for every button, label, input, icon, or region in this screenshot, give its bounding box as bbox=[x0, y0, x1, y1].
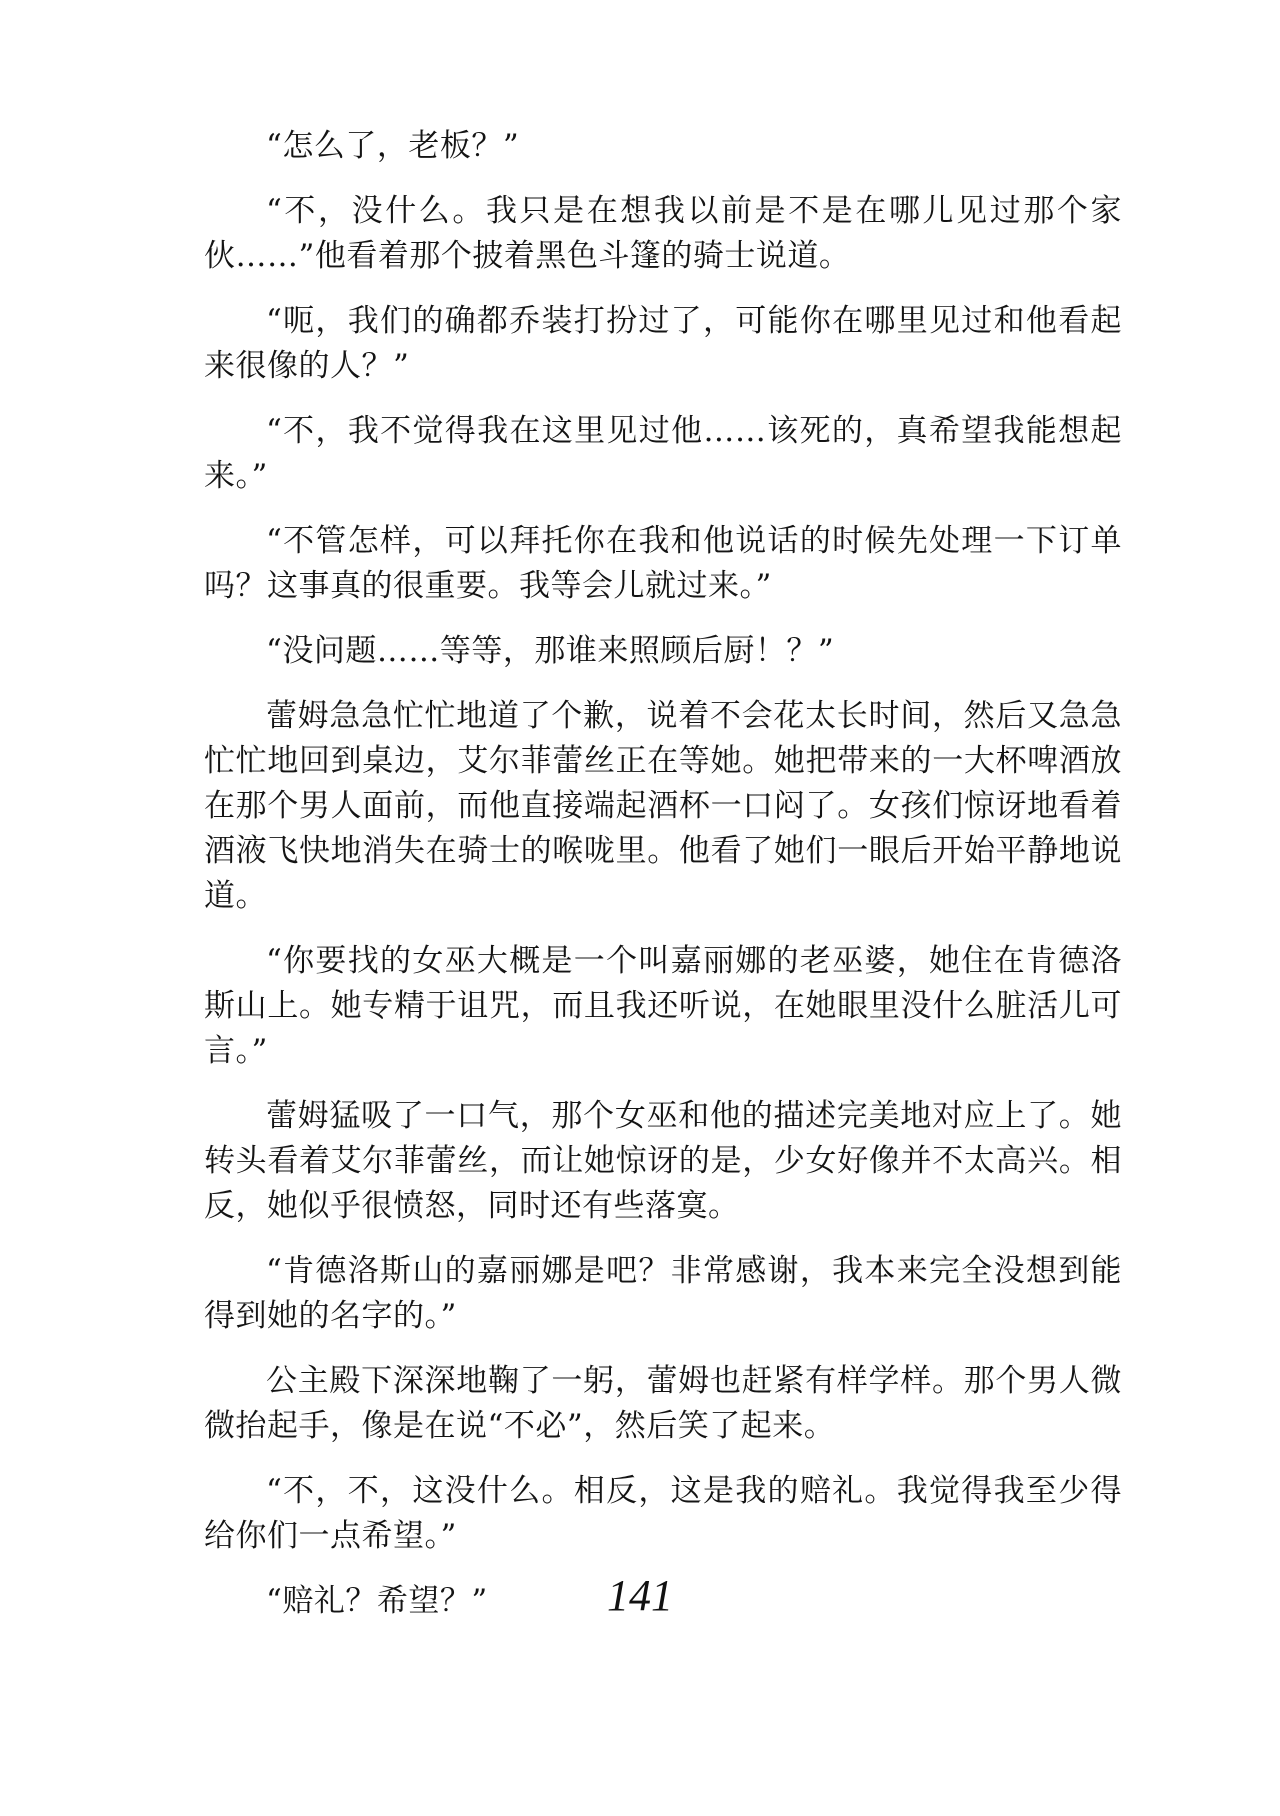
paragraph: 蕾姆猛吸了一口气，那个女巫和他的描述完美地对应上了。她转头看着艾尔菲蕾丝，而让她惊讶的是，少女好像并不太高兴。相反，她似乎很愤怒，同时还有些落寞。 bbox=[204, 1098, 1122, 1224]
paragraph: “呃，我们的确都乔装打扮过了，可能你在哪里见过和他看起来很像的人？” bbox=[204, 303, 1122, 384]
paragraph: “怎么了，老板？” bbox=[266, 128, 520, 164]
paragraph: “没问题……等等，那谁来照顾后厨！？” bbox=[266, 633, 835, 669]
paragraph: “赔礼？希望？” bbox=[266, 1583, 488, 1619]
paragraph: 蕾姆急急忙忙地道了个歉，说着不会花太长时间，然后又急急忙忙地回到桌边，艾尔菲蕾丝正在等她。她把带来的一大杯啤酒放在那个男人面前，而他直接端起酒杯一口闷了。女孩们惊讶地看着酒液飞快地消失在骑士的喉咙里。他看了她们一眼后开始平静地说道。 bbox=[204, 698, 1122, 914]
paragraph: “不管怎样，可以拜托你在我和他说话的时候先处理一下订单吗？这事真的很重要。我等会儿就过来。” bbox=[204, 523, 1122, 604]
paragraph: “你要找的女巫大概是一个叫嘉丽娜的老巫婆，她住在肯德洛斯山上。她专精于诅咒，而且我还听说，在她眼里没什么脏活儿可言。” bbox=[204, 943, 1122, 1069]
page-body bbox=[204, 124, 1122, 1644]
paragraph: “不，不，这没什么。相反，这是我的赔礼。我觉得我至少得给你们一点希望。” bbox=[204, 1473, 1122, 1554]
paragraph: “不，我不觉得我在这里见过他……该死的，真希望我能想起来。” bbox=[204, 413, 1122, 494]
paragraph: “不，没什么。我只是在想我以前是不是在哪儿见过那个家伙……”他看着那个披着黑色斗篷的骑士说道。 bbox=[204, 193, 1122, 274]
paragraph: “肯德洛斯山的嘉丽娜是吧？非常感谢，我本来完全没想到能得到她的名字的。” bbox=[204, 1253, 1122, 1334]
paragraph: 公主殿下深深地鞠了一躬，蕾姆也赶紧有样学样。那个男人微微抬起手，像是在说“不必”，然后笑了起来。 bbox=[204, 1363, 1122, 1444]
page-number: 141 bbox=[607, 1571, 673, 1620]
